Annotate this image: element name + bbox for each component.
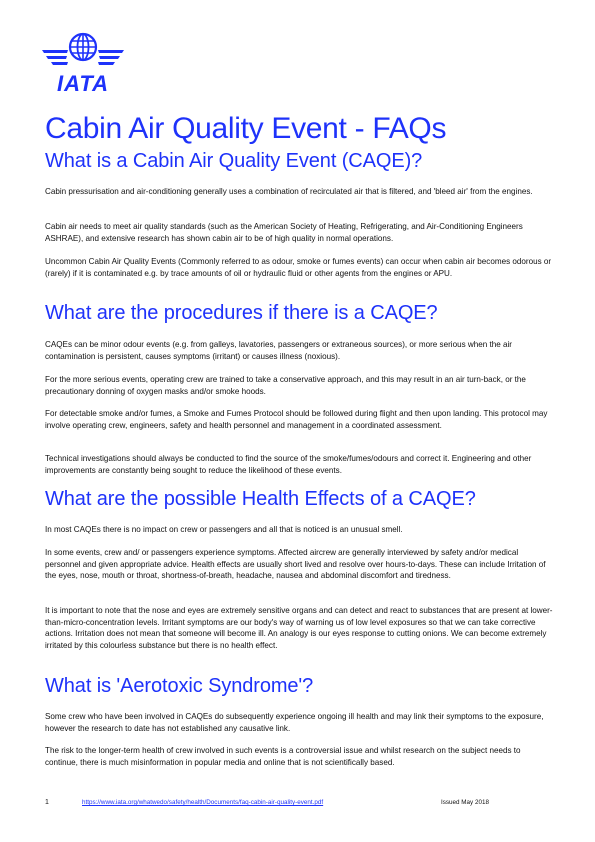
paragraph: CAQEs can be minor odour events (e.g. from galleys, lavatories, passengers or extraneous sources), or more serious when the air contamination is persistent, causes symptoms (irritant) or causes illness (noxious). xyxy=(45,340,512,361)
paragraph: In most CAQEs there is no impact on crew or passengers and all that is noticed is an unusual smell. xyxy=(45,525,403,534)
paragraph: Cabin pressurisation and air-conditioning generally uses a combination of recirculated air that is filtered, and 'bleed air' from the engines. xyxy=(45,187,533,196)
iata-logo-text: IATA xyxy=(56,71,110,94)
paragraph: Technical investigations should always be conducted to find the source of the smoke/fumes/odours and correct it. Engineering and other improvements are constantly being sought to reduce the likelihood of these events. xyxy=(45,454,532,475)
paragraph: Cabin air needs to meet air quality standards (such as the American Society of Heating, Refrigerating, and Air-Conditioning Engineers ASHRAE), and extensive research has shown cabin air to be of high quality in normal operations. xyxy=(45,222,523,243)
paragraph: Some crew who have been involved in CAQEs do subsequently experience ongoing ill health and may link their symptoms to the exposure, however the research to date has not established any causative link. xyxy=(45,712,544,733)
section-heading-caqe: What is a Cabin Air Quality Event (CAQE)? xyxy=(45,150,423,172)
section-heading-procedures: What are the procedures if there is a CAQE? xyxy=(45,302,438,324)
section-heading-aerotoxic: What is 'Aerotoxic Syndrome'? xyxy=(45,675,314,697)
issued-date: Issued May 2018 xyxy=(441,799,489,806)
page-number: 1 xyxy=(45,799,49,806)
document-link[interactable]: https://www.iata.org/whatwedo/safety/health/Documents/faq-cabin-air-quality-event.pdf xyxy=(82,799,324,806)
iata-logo xyxy=(40,30,126,94)
section-heading-health-effects: What are the possible Health Effects of a CAQE? xyxy=(45,488,476,510)
paragraph: The risk to the longer-term health of crew involved in such events is a controversial issue and whilst research on the subject needs to continue, there is much misinformation in popular media and online that is not scientifically based. xyxy=(45,746,521,767)
paragraph: Uncommon Cabin Air Quality Events (Commonly referred to as odour, smoke or fumes events) can occur when cabin air becomes odorous or (rarely) if it is contaminated e.g. by trace amounts of oil or hydraulic fluid or other agents from the engines or APU. xyxy=(45,257,552,278)
paragraph: For the more serious events, operating crew are trained to take a conservative approach, and this may result in an air turn-back, or the precautionary donning of oxygen masks and/or smoke hoods. xyxy=(45,375,526,396)
page-title: Cabin Air Quality Event - FAQs xyxy=(45,112,447,145)
paragraph: For detectable smoke and/or fumes, a Smoke and Fumes Protocol should be followed during flight and then upon landing. This protocol may involve operating crew, engineers, safety and health personnel and management in a coordinated assessment. xyxy=(45,409,548,430)
paragraph: It is important to note that the nose and eyes are extremely sensitive organs and can detect and react to substances that are present at lower-than-micro-concentration levels. Irritant symptoms are our body's way of warning us of low level exposures so that we can take corrective actions. Irritation does not mean that someone will become ill. An analogy is our eyes response to cutting onions. We can become extremely irritated by this colourless substance but there is no health effect. xyxy=(45,606,553,650)
paragraph: In some events, crew and/ or passengers experience symptoms. Affected aircrew are generally interviewed by safety and/or medical personnel and given appropriate advice. Health effects are usually short lived and resolve over hours-to-days. These can include Irritation of the eyes, nose, mouth or throat, shortness-of-breath, headache, nausea and abdominal discomfort and tiredness. xyxy=(45,548,546,580)
